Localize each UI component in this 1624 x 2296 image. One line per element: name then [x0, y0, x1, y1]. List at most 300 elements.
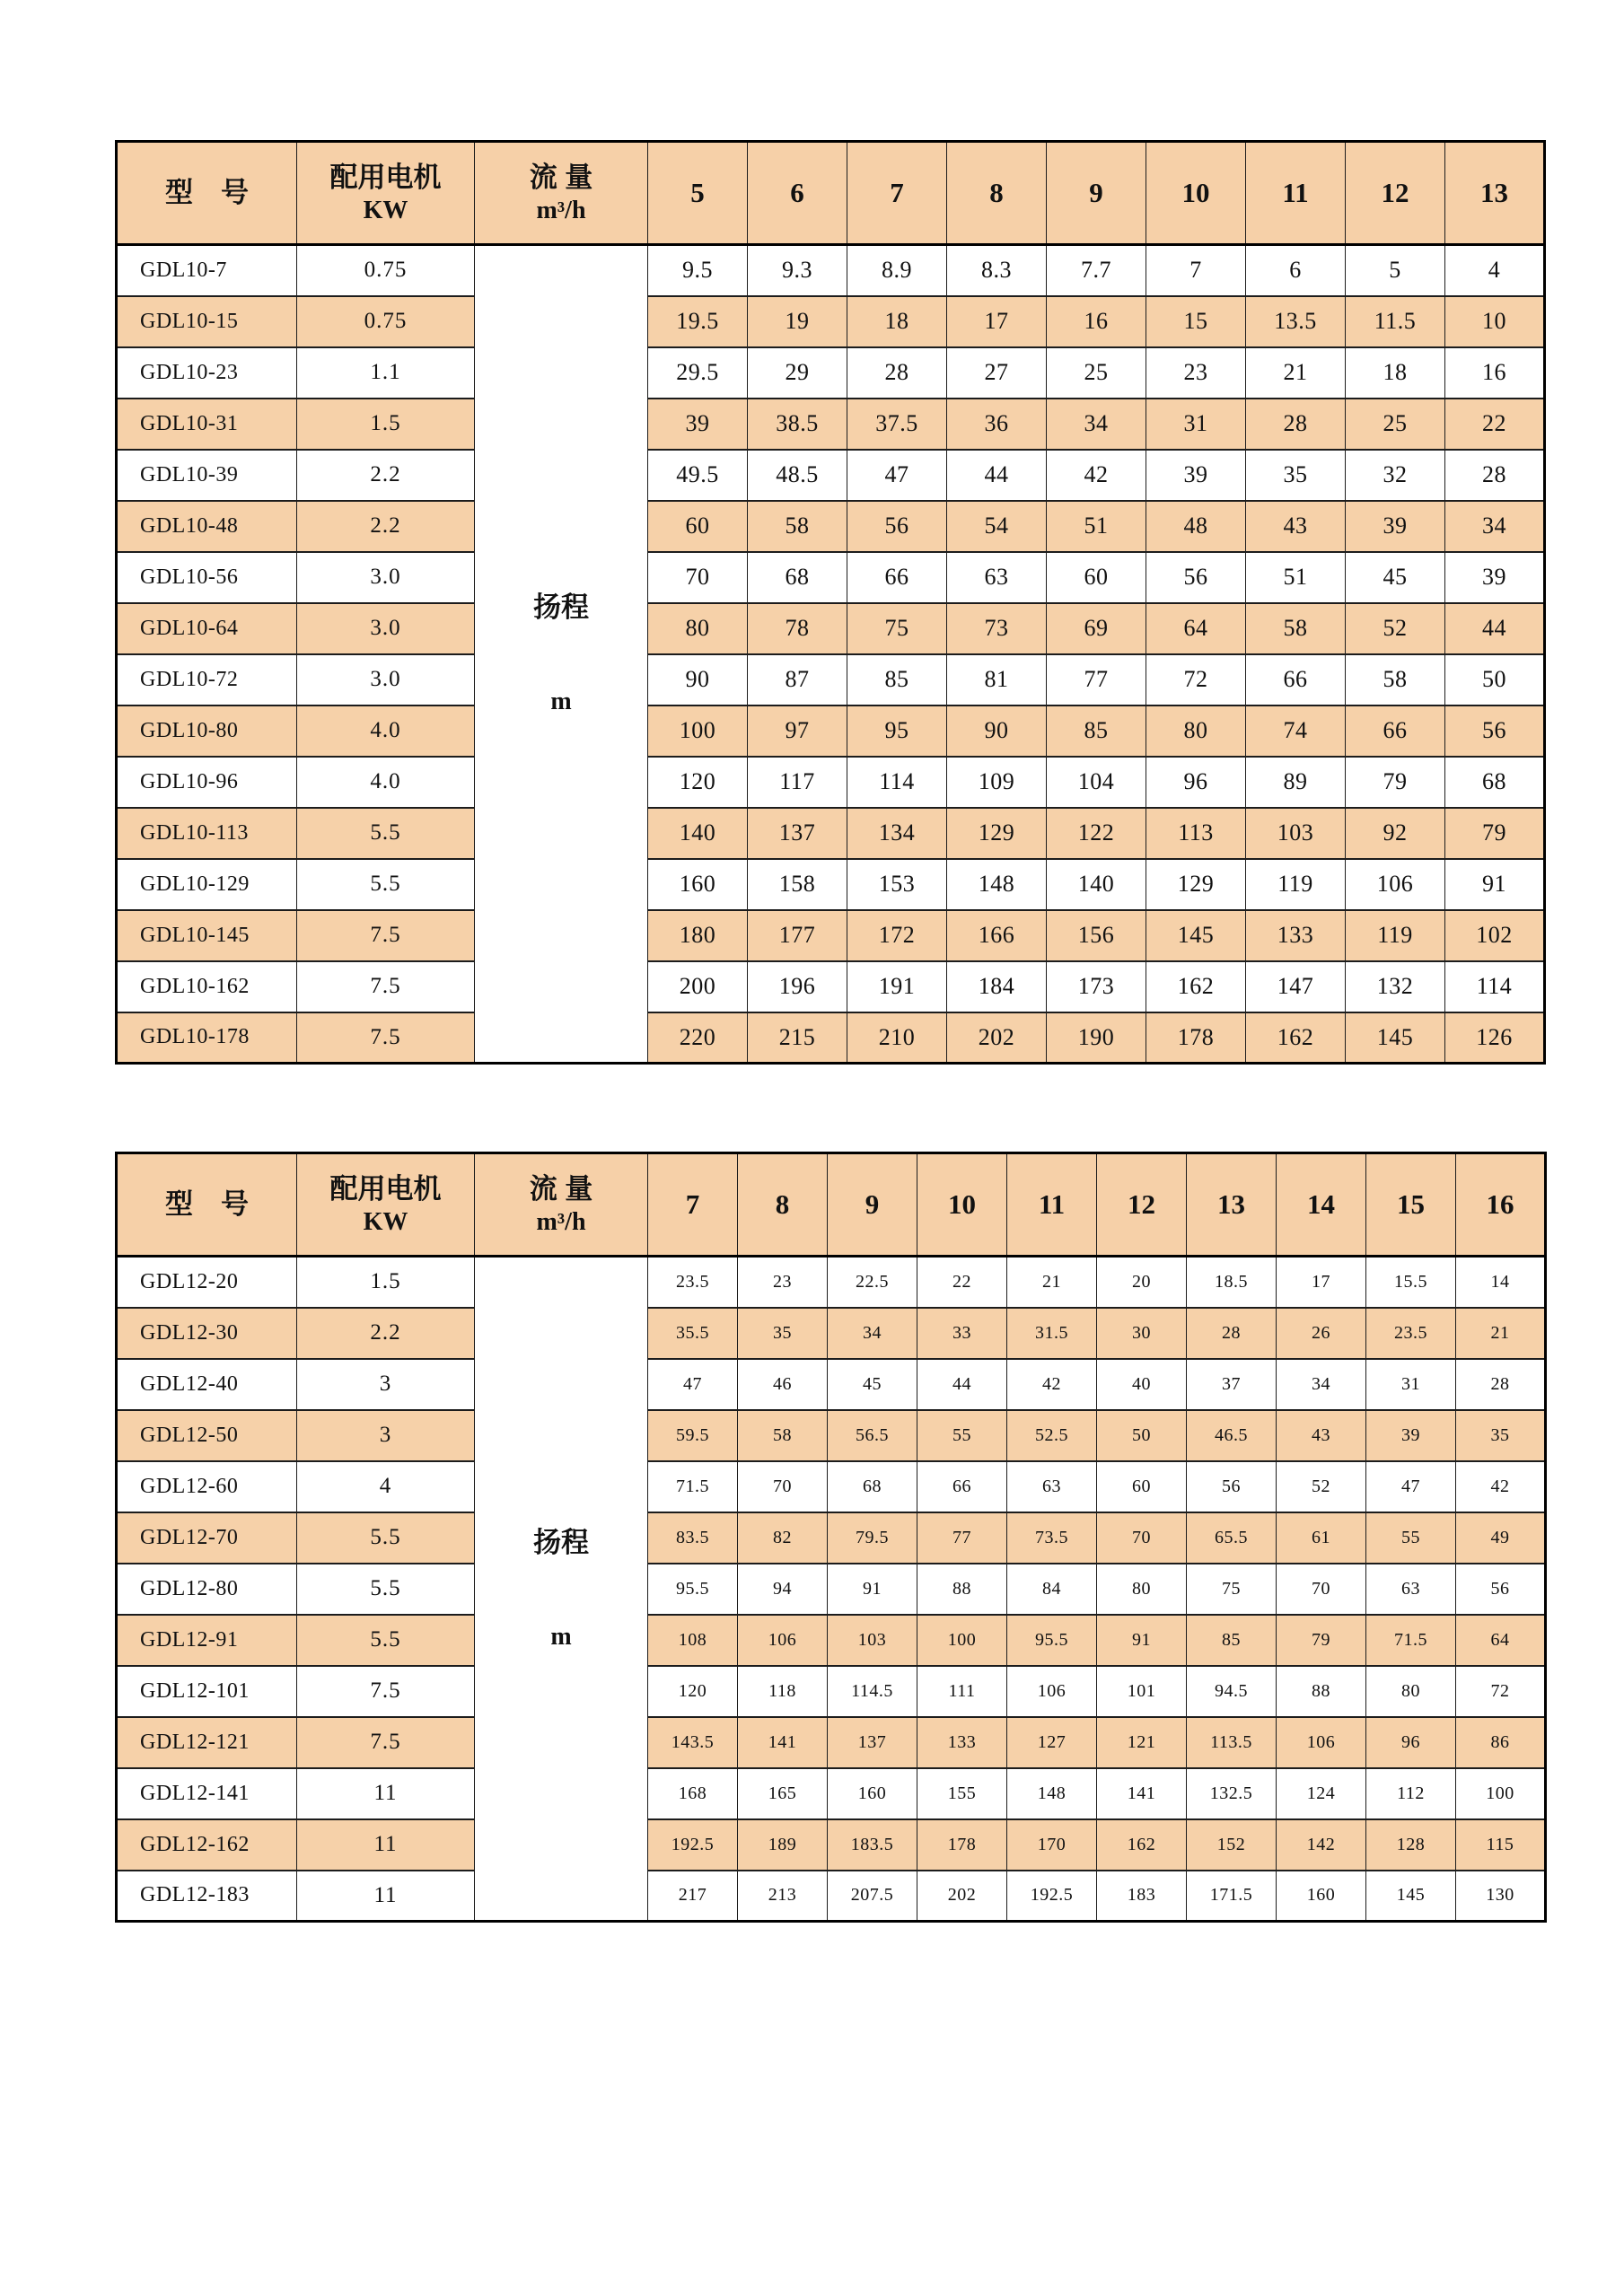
- head-value-cell: 162: [1146, 961, 1246, 1012]
- motor-kw-cell: 3.0: [297, 552, 475, 603]
- head-value-cell: 39: [1346, 501, 1445, 552]
- head-value-cell: 42: [1047, 450, 1146, 501]
- head-value-cell: 58: [1346, 654, 1445, 705]
- head-value-cell: 20: [1097, 1257, 1187, 1308]
- head-value-cell: 95.5: [1007, 1615, 1097, 1666]
- flow-header-label-cn: 流 量: [529, 1172, 593, 1205]
- head-value-cell: 145: [1146, 910, 1246, 961]
- head-value-cell: 16: [1445, 347, 1545, 399]
- model-cell: GDL10-162: [117, 961, 297, 1012]
- model-cell: GDL10-7: [117, 245, 297, 296]
- table-row: [117, 347, 1545, 399]
- head-value-cell: 17: [1277, 1257, 1366, 1308]
- motor-kw-cell: 4.0: [297, 705, 475, 757]
- head-value-cell: 80: [1097, 1564, 1187, 1615]
- head-value-cell: 172: [847, 910, 947, 961]
- head-value-cell: 23.5: [1366, 1308, 1456, 1359]
- head-value-cell: 68: [828, 1461, 917, 1512]
- head-value-cell: 49: [1456, 1512, 1546, 1564]
- head-value-cell: 85: [1047, 705, 1146, 757]
- head-value-cell: 65.5: [1187, 1512, 1277, 1564]
- table-row: [117, 757, 1545, 808]
- head-value-cell: 79.5: [828, 1512, 917, 1564]
- head-value-cell: 83.5: [648, 1512, 738, 1564]
- table-row: [117, 501, 1545, 552]
- flow-rate-column-header: [475, 1153, 648, 1257]
- head-value-cell: 115: [1456, 1819, 1546, 1871]
- motor-kw-cell: 3: [297, 1359, 475, 1410]
- head-value-cell: 113: [1146, 808, 1246, 859]
- head-value-cell: 21: [1456, 1308, 1546, 1359]
- head-value-cell: 71.5: [648, 1461, 738, 1512]
- head-value-cell: 173: [1047, 961, 1146, 1012]
- head-value-cell: 23.5: [648, 1257, 738, 1308]
- head-value-cell: 23: [1146, 347, 1246, 399]
- head-value-cell: 25: [1047, 347, 1146, 399]
- head-value-cell: 180: [648, 910, 748, 961]
- head-value-cell: 66: [847, 552, 947, 603]
- head-value-cell: 56: [1456, 1564, 1546, 1615]
- flow-value-column-header: 5: [648, 142, 748, 245]
- head-value-cell: 92: [1346, 808, 1445, 859]
- head-value-cell: 210: [847, 1012, 947, 1064]
- head-value-cell: 51: [1246, 552, 1346, 603]
- head-value-cell: 48.5: [748, 450, 847, 501]
- table-row: [117, 1257, 1546, 1308]
- head-value-cell: 35.5: [648, 1308, 738, 1359]
- head-value-cell: 120: [648, 757, 748, 808]
- head-value-cell: 160: [1277, 1871, 1366, 1922]
- model-cell: GDL12-121: [117, 1717, 297, 1768]
- head-value-cell: 73.5: [1007, 1512, 1097, 1564]
- head-value-cell: 100: [1456, 1768, 1546, 1819]
- table-header-row: [117, 142, 1545, 245]
- flow-value-column-header: 9: [1047, 142, 1146, 245]
- flow-value-column-header: 15: [1366, 1153, 1456, 1257]
- head-value-cell: 119: [1346, 910, 1445, 961]
- head-value-cell: 64: [1456, 1615, 1546, 1666]
- model-column-header: [117, 142, 297, 245]
- head-value-cell: 148: [1007, 1768, 1097, 1819]
- model-column-header: [117, 1153, 297, 1257]
- model-cell: GDL10-48: [117, 501, 297, 552]
- head-value-cell: 39: [1146, 450, 1246, 501]
- head-value-cell: 47: [1366, 1461, 1456, 1512]
- table-row: [117, 296, 1545, 347]
- motor-kw-cell: 5.5: [297, 1512, 475, 1564]
- head-value-cell: 137: [828, 1717, 917, 1768]
- pump-spec-table-gdl12: [115, 1152, 1547, 1923]
- head-value-cell: 31.5: [1007, 1308, 1097, 1359]
- model-cell: GDL10-15: [117, 296, 297, 347]
- head-value-cell: 18: [847, 296, 947, 347]
- head-value-cell: 13.5: [1246, 296, 1346, 347]
- motor-kw-cell: 7.5: [297, 961, 475, 1012]
- head-value-cell: 79: [1277, 1615, 1366, 1666]
- head-value-cell: 85: [847, 654, 947, 705]
- head-value-cell: 58: [738, 1410, 828, 1461]
- head-value-cell: 50: [1445, 654, 1545, 705]
- head-value-cell: 106: [1007, 1666, 1097, 1717]
- head-value-cell: 88: [917, 1564, 1007, 1615]
- motor-kw-cell: 5.5: [297, 859, 475, 910]
- head-value-cell: 56.5: [828, 1410, 917, 1461]
- head-value-cell: 124: [1277, 1768, 1366, 1819]
- table-row: [117, 1564, 1546, 1615]
- head-value-cell: 148: [947, 859, 1047, 910]
- head-value-cell: 133: [1246, 910, 1346, 961]
- motor-kw-cell: 3.0: [297, 603, 475, 654]
- flow-value-column-header: 8: [738, 1153, 828, 1257]
- motor-kw-cell: 0.75: [297, 245, 475, 296]
- head-value-cell: 171.5: [1187, 1871, 1277, 1922]
- head-value-cell: 58: [1246, 603, 1346, 654]
- head-value-cell: 153: [847, 859, 947, 910]
- head-value-cell: 112: [1366, 1768, 1456, 1819]
- head-value-cell: 72: [1456, 1666, 1546, 1717]
- table-row: [117, 654, 1545, 705]
- head-value-cell: 18: [1346, 347, 1445, 399]
- head-value-cell: 80: [648, 603, 748, 654]
- flow-value-column-header: 12: [1097, 1153, 1187, 1257]
- head-value-cell: 6: [1246, 245, 1346, 296]
- head-value-cell: 8.9: [847, 245, 947, 296]
- head-value-cell: 103: [1246, 808, 1346, 859]
- flow-value-column-header: 8: [947, 142, 1047, 245]
- head-value-cell: 22.5: [828, 1257, 917, 1308]
- head-value-cell: 133: [917, 1717, 1007, 1768]
- head-value-cell: 70: [1097, 1512, 1187, 1564]
- head-value-cell: 39: [1366, 1410, 1456, 1461]
- head-value-cell: 19.5: [648, 296, 748, 347]
- head-value-cell: 14: [1456, 1257, 1546, 1308]
- table-row: [117, 1666, 1546, 1717]
- head-value-cell: 165: [738, 1768, 828, 1819]
- head-value-cell: 10: [1445, 296, 1545, 347]
- head-value-cell: 56: [1445, 705, 1545, 757]
- head-value-cell: 142: [1277, 1819, 1366, 1871]
- head-value-cell: 23: [738, 1257, 828, 1308]
- table-row: [117, 1308, 1546, 1359]
- head-value-cell: 126: [1445, 1012, 1545, 1064]
- head-value-cell: 90: [648, 654, 748, 705]
- model-cell: GDL10-39: [117, 450, 297, 501]
- head-value-cell: 166: [947, 910, 1047, 961]
- head-value-cell: 114: [847, 757, 947, 808]
- head-value-cell: 70: [648, 552, 748, 603]
- head-value-cell: 60: [648, 501, 748, 552]
- motor-kw-cell: 2.2: [297, 1308, 475, 1359]
- head-value-cell: 61: [1277, 1512, 1366, 1564]
- flow-value-column-header: 7: [847, 142, 947, 245]
- head-value-cell: 91: [1097, 1615, 1187, 1666]
- head-value-cell: 82: [738, 1512, 828, 1564]
- head-value-cell: 21: [1246, 347, 1346, 399]
- flow-rate-column-header: [475, 142, 648, 245]
- head-value-cell: 79: [1346, 757, 1445, 808]
- model-cell: GDL10-96: [117, 757, 297, 808]
- motor-kw-cell: 5.5: [297, 808, 475, 859]
- head-value-cell: 108: [648, 1615, 738, 1666]
- head-value-cell: 44: [917, 1359, 1007, 1410]
- head-unit: m: [550, 688, 572, 716]
- head-value-cell: 162: [1246, 1012, 1346, 1064]
- motor-kw-cell: 0.75: [297, 296, 475, 347]
- head-value-cell: 132: [1346, 961, 1445, 1012]
- motor-kw-cell: 1.5: [297, 399, 475, 450]
- head-value-cell: 145: [1346, 1012, 1445, 1064]
- motor-kw-cell: 4: [297, 1461, 475, 1512]
- head-value-cell: 39: [1445, 552, 1545, 603]
- head-value-cell: 70: [738, 1461, 828, 1512]
- model-cell: GDL12-91: [117, 1615, 297, 1666]
- head-value-cell: 80: [1366, 1666, 1456, 1717]
- head-value-cell: 54: [947, 501, 1047, 552]
- flow-value-column-header: 9: [828, 1153, 917, 1257]
- head-value-cell: 28: [1445, 450, 1545, 501]
- head-value-cell: 183.5: [828, 1819, 917, 1871]
- head-value-cell: 207.5: [828, 1871, 917, 1922]
- head-value-cell: 118: [738, 1666, 828, 1717]
- head-value-cell: 183: [1097, 1871, 1187, 1922]
- head-value-cell: 129: [947, 808, 1047, 859]
- flow-value-column-header: 6: [748, 142, 847, 245]
- model-cell: GDL10-64: [117, 603, 297, 654]
- head-value-cell: 81: [947, 654, 1047, 705]
- head-value-cell: 100: [917, 1615, 1007, 1666]
- head-value-cell: 69: [1047, 603, 1146, 654]
- head-value-cell: 114.5: [828, 1666, 917, 1717]
- head-value-cell: 121: [1097, 1717, 1187, 1768]
- flow-value-column-header: 7: [648, 1153, 738, 1257]
- head-value-cell: 25: [1346, 399, 1445, 450]
- head-value-cell: 191: [847, 961, 947, 1012]
- head-value-cell: 75: [847, 603, 947, 654]
- head-value-cell: 106: [738, 1615, 828, 1666]
- model-cell: GDL12-162: [117, 1819, 297, 1871]
- model-cell: GDL10-129: [117, 859, 297, 910]
- head-value-cell: 56: [1146, 552, 1246, 603]
- table-row: [117, 961, 1545, 1012]
- head-value-cell: 79: [1445, 808, 1545, 859]
- head-value-cell: 70: [1277, 1564, 1366, 1615]
- flow-value-column-header: 10: [917, 1153, 1007, 1257]
- motor-header-label-cn: 配用电机: [329, 161, 442, 193]
- motor-kw-cell: 5.5: [297, 1615, 475, 1666]
- head-value-cell: 178: [917, 1819, 1007, 1871]
- head-value-cell: 80: [1146, 705, 1246, 757]
- motor-kw-cell: 4.0: [297, 757, 475, 808]
- head-value-cell: 43: [1246, 501, 1346, 552]
- head-value-cell: 75: [1187, 1564, 1277, 1615]
- head-value-cell: 39: [648, 399, 748, 450]
- head-value-cell: 45: [1346, 552, 1445, 603]
- head-value-cell: 91: [828, 1564, 917, 1615]
- motor-kw-cell: 1.5: [297, 1257, 475, 1308]
- motor-power-column-header: [297, 142, 475, 245]
- head-unit-label-group: [475, 1526, 647, 1652]
- head-value-cell: 7: [1146, 245, 1246, 296]
- head-value-cell: 5: [1346, 245, 1445, 296]
- table-row: [117, 705, 1545, 757]
- head-value-cell: 56: [1187, 1461, 1277, 1512]
- head-value-cell: 11.5: [1346, 296, 1445, 347]
- motor-header-unit: KW: [363, 196, 408, 224]
- flow-value-column-header: 13: [1445, 142, 1545, 245]
- head-value-cell: 84: [1007, 1564, 1097, 1615]
- motor-kw-cell: 5.5: [297, 1564, 475, 1615]
- head-value-cell: 47: [648, 1359, 738, 1410]
- head-value-cell: 31: [1146, 399, 1246, 450]
- table-row: [117, 450, 1545, 501]
- head-value-cell: 129: [1146, 859, 1246, 910]
- table-row: [117, 808, 1545, 859]
- model-cell: GDL12-30: [117, 1308, 297, 1359]
- model-cell: GDL10-145: [117, 910, 297, 961]
- head-value-cell: 28: [1246, 399, 1346, 450]
- head-value-cell: 60: [1097, 1461, 1187, 1512]
- head-value-cell: 44: [947, 450, 1047, 501]
- head-value-cell: 141: [738, 1717, 828, 1768]
- head-value-cell: 58: [748, 501, 847, 552]
- motor-kw-cell: 7.5: [297, 910, 475, 961]
- flow-header-unit: m³/h: [536, 196, 586, 224]
- model-header-label: 型 号: [165, 1187, 249, 1220]
- head-value-cell: 88: [1277, 1666, 1366, 1717]
- head-value-cell: 17: [947, 296, 1047, 347]
- head-unit-label-group: [475, 591, 647, 716]
- model-header-label: 型 号: [165, 176, 249, 208]
- flow-value-column-header: 12: [1346, 142, 1445, 245]
- table-row: [117, 603, 1545, 654]
- head-value-cell: 160: [648, 859, 748, 910]
- head-value-cell: 156: [1047, 910, 1146, 961]
- head-value-cell: 52: [1346, 603, 1445, 654]
- head-value-cell: 89: [1246, 757, 1346, 808]
- head-value-cell: 35: [1456, 1410, 1546, 1461]
- table-row: [117, 1461, 1546, 1512]
- head-value-cell: 196: [748, 961, 847, 1012]
- head-value-cell: 101: [1097, 1666, 1187, 1717]
- head-value-cell: 137: [748, 808, 847, 859]
- head-value-cell: 103: [828, 1615, 917, 1666]
- head-value-cell: 28: [1456, 1359, 1546, 1410]
- head-value-cell: 155: [917, 1768, 1007, 1819]
- head-value-cell: 86: [1456, 1717, 1546, 1768]
- head-unit: m: [550, 1622, 572, 1651]
- head-value-cell: 15: [1146, 296, 1246, 347]
- head-value-cell: 202: [917, 1871, 1007, 1922]
- head-value-cell: 26: [1277, 1308, 1366, 1359]
- head-value-cell: 52.5: [1007, 1410, 1097, 1461]
- head-value-cell: 184: [947, 961, 1047, 1012]
- head-value-cell: 114: [1445, 961, 1545, 1012]
- head-value-cell: 8.3: [947, 245, 1047, 296]
- head-label-cn: 扬程: [533, 592, 589, 624]
- head-value-cell: 106: [1277, 1717, 1366, 1768]
- motor-kw-cell: 7.5: [297, 1012, 475, 1064]
- model-cell: GDL12-70: [117, 1512, 297, 1564]
- table-row: [117, 1871, 1546, 1922]
- head-value-cell: 44: [1445, 603, 1545, 654]
- head-value-cell: 22: [1445, 399, 1545, 450]
- motor-kw-cell: 1.1: [297, 347, 475, 399]
- head-value-cell: 170: [1007, 1819, 1097, 1871]
- motor-kw-cell: 2.2: [297, 501, 475, 552]
- head-value-cell: 158: [748, 859, 847, 910]
- flow-value-column-header: 14: [1277, 1153, 1366, 1257]
- head-value-cell: 32: [1346, 450, 1445, 501]
- head-value-cell: 18.5: [1187, 1257, 1277, 1308]
- model-cell: GDL10-80: [117, 705, 297, 757]
- head-value-cell: 30: [1097, 1308, 1187, 1359]
- head-value-cell: 40: [1097, 1359, 1187, 1410]
- head-value-cell: 47: [847, 450, 947, 501]
- head-value-cell: 190: [1047, 1012, 1146, 1064]
- table-row: [117, 399, 1545, 450]
- head-value-cell: 19: [748, 296, 847, 347]
- head-value-cell: 35: [738, 1308, 828, 1359]
- table-row: [117, 1012, 1545, 1064]
- model-cell: GDL12-183: [117, 1871, 297, 1922]
- head-value-cell: 4: [1445, 245, 1545, 296]
- table-row: [117, 910, 1545, 961]
- table-row: [117, 1819, 1546, 1871]
- model-cell: GDL10-72: [117, 654, 297, 705]
- flow-value-column-header: 16: [1456, 1153, 1546, 1257]
- head-value-cell: 63: [1366, 1564, 1456, 1615]
- head-value-cell: 68: [1445, 757, 1545, 808]
- head-value-cell: 33: [917, 1308, 1007, 1359]
- head-value-cell: 63: [947, 552, 1047, 603]
- head-value-cell: 74: [1246, 705, 1346, 757]
- head-value-cell: 34: [1277, 1359, 1366, 1410]
- head-value-cell: 55: [917, 1410, 1007, 1461]
- head-value-cell: 49.5: [648, 450, 748, 501]
- head-value-cell: 36: [947, 399, 1047, 450]
- model-cell: GDL12-40: [117, 1359, 297, 1410]
- table-row: [117, 1717, 1546, 1768]
- head-value-cell: 60: [1047, 552, 1146, 603]
- head-value-cell: 29: [748, 347, 847, 399]
- head-value-cell: 140: [1047, 859, 1146, 910]
- flow-header-label-cn: 流 量: [529, 161, 593, 193]
- head-value-cell: 128: [1366, 1819, 1456, 1871]
- head-value-cell: 90: [947, 705, 1047, 757]
- head-value-cell: 217: [648, 1871, 738, 1922]
- model-cell: GDL12-101: [117, 1666, 297, 1717]
- head-value-cell: 35: [1246, 450, 1346, 501]
- model-cell: GDL10-23: [117, 347, 297, 399]
- head-label-cn: 扬程: [533, 1526, 589, 1558]
- head-value-cell: 68: [748, 552, 847, 603]
- head-value-cell: 189: [738, 1819, 828, 1871]
- head-value-cell: 202: [947, 1012, 1047, 1064]
- head-value-cell: 37.5: [847, 399, 947, 450]
- head-value-cell: 160: [828, 1768, 917, 1819]
- head-value-cell: 117: [748, 757, 847, 808]
- table-row: [117, 859, 1545, 910]
- head-value-cell: 95.5: [648, 1564, 738, 1615]
- model-cell: GDL12-60: [117, 1461, 297, 1512]
- head-value-cell: 28: [847, 347, 947, 399]
- head-value-cell: 192.5: [648, 1819, 738, 1871]
- head-value-cell: 46.5: [1187, 1410, 1277, 1461]
- head-value-cell: 152: [1187, 1819, 1277, 1871]
- flow-value-column-header: 11: [1246, 142, 1346, 245]
- head-value-cell: 109: [947, 757, 1047, 808]
- motor-kw-cell: 2.2: [297, 450, 475, 501]
